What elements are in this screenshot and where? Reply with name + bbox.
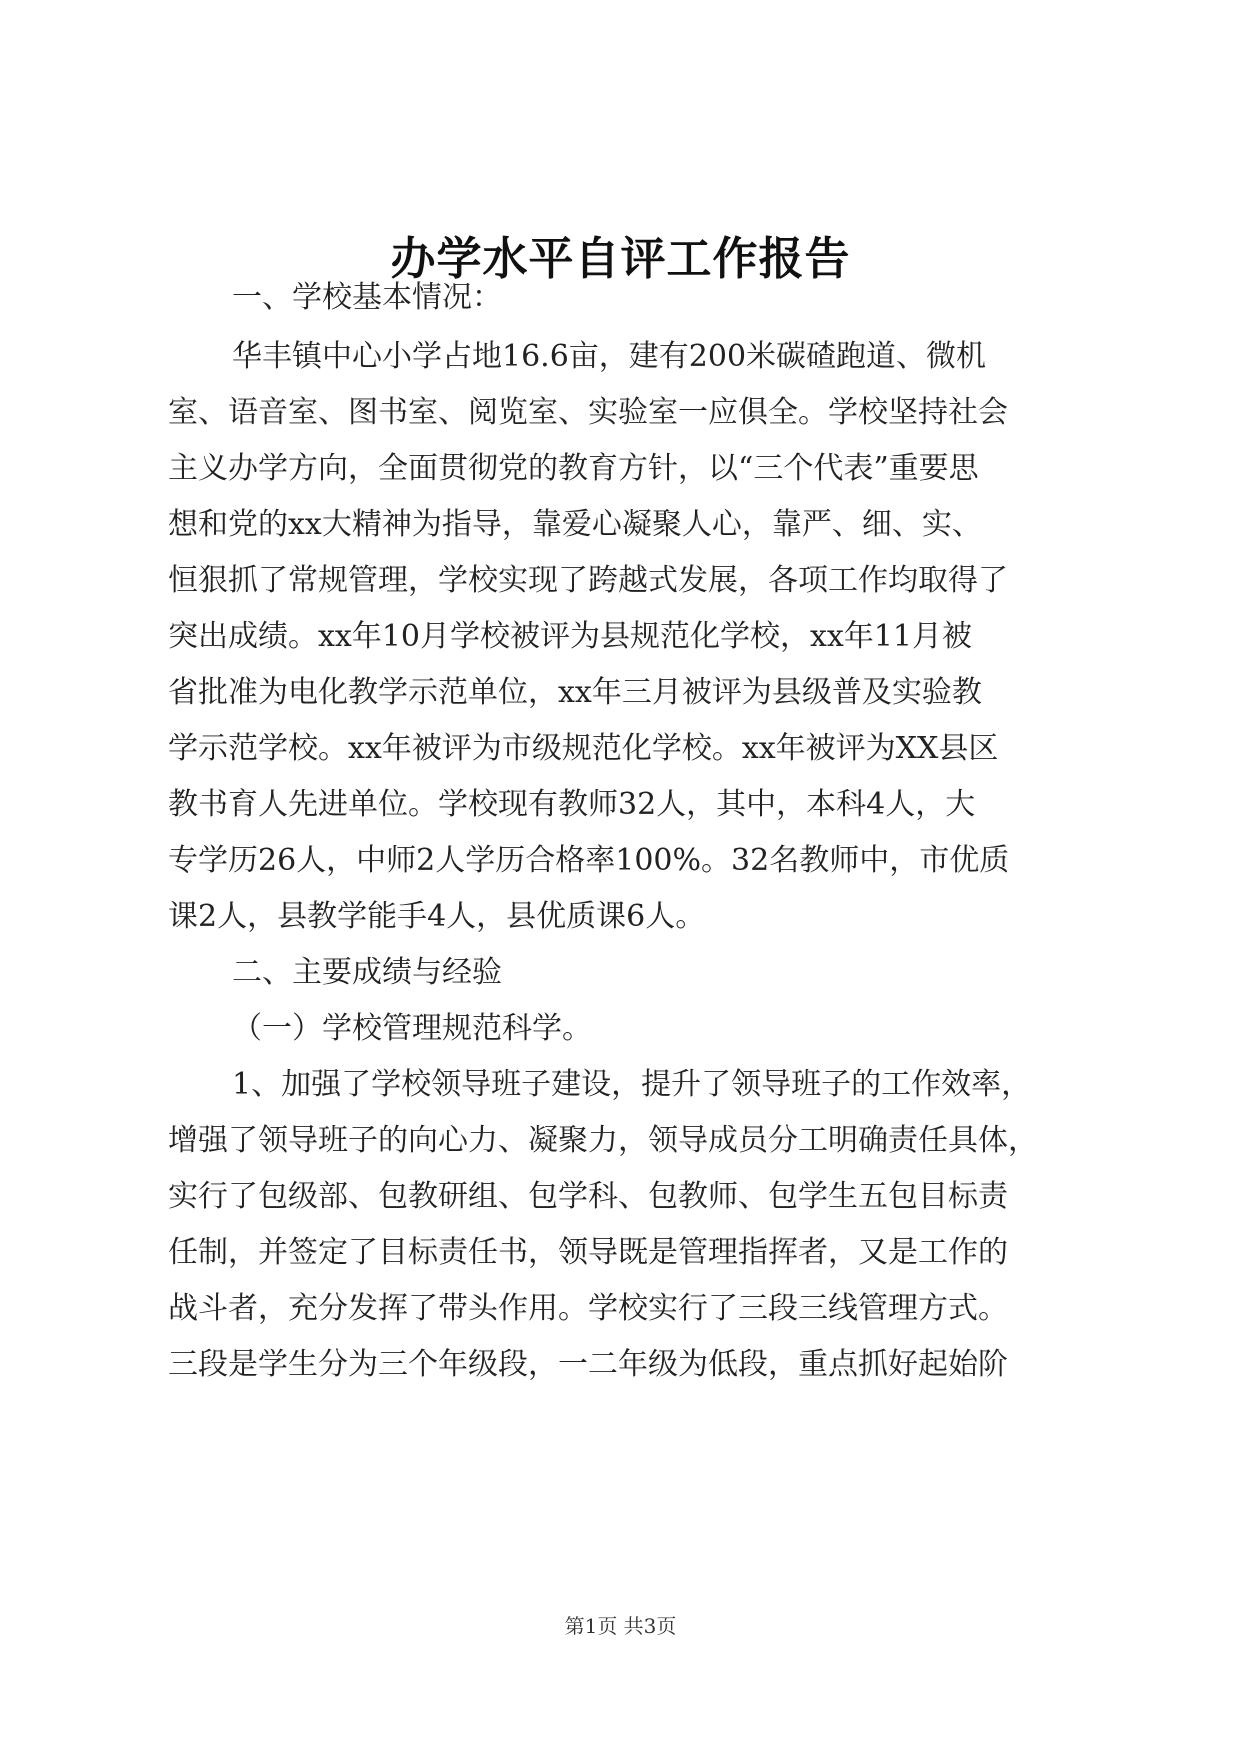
paragraph-line: 三段是学生分为三个年级段，一二年级为低段，重点抓好起始阶	[168, 1347, 1008, 1382]
paragraph-line: 省批准为电化教学示范单位，xx年三月被评为县级普及实验教	[168, 675, 982, 710]
paragraph-line: 恒狠抓了常规管理，学校实现了跨越式发展，各项工作均取得了	[168, 563, 1008, 598]
paragraph-line: 突出成绩。xx年10月学校被评为县规范化学校，xx年11月被	[168, 619, 973, 654]
paragraph-line: 华丰镇中心小学占地16.6亩，建有200米碳碴跑道、微机	[232, 339, 987, 374]
section-heading-2: 二、主要成绩与经验	[232, 955, 502, 990]
document-title: 办学水平自评工作报告	[390, 232, 851, 285]
paragraph-line: 主义办学方向，全面贯彻党的教育方针，以“三个代表”重要思	[168, 451, 979, 486]
paragraph-line: 教书育人先进单位。学校现有教师32人，其中，本科4人，大	[168, 787, 976, 822]
paragraph-line: 增强了领导班子的向心力、凝聚力，领导成员分工明确责任具体，	[168, 1123, 1038, 1158]
paragraph-line: 想和党的xx大精神为指导，靠爱心凝聚人心，靠严、细、实、	[168, 507, 982, 542]
paragraph-line: 课2人，县教学能手4人，县优质课6人。	[168, 899, 706, 934]
page-footer: 第1页 共3页	[564, 1614, 677, 1638]
section-heading-1: 一、学校基本情况：	[232, 280, 502, 315]
subsection-heading: （一）学校管理规范科学。	[232, 1011, 592, 1046]
paragraph-line: 学示范学校。xx年被评为市级规范化学校。xx年被评为XX县区	[168, 731, 999, 766]
paragraph-line: 战斗者，充分发挥了带头作用。学校实行了三段三线管理方式。	[168, 1291, 1008, 1326]
paragraph-line: 1、加强了学校领导班子建设，提升了领导班子的工作效率，	[232, 1067, 1032, 1102]
paragraph-line: 实行了包级部、包教研组、包学科、包教师、包学生五包目标责	[168, 1179, 1008, 1214]
paragraph-line: 专学历26人，中师2人学历合格率100%。32名教师中，市优质	[168, 843, 1010, 878]
paragraph-line: 室、语音室、图书室、阅览室、实验室一应俱全。学校坚持社会	[168, 395, 1008, 430]
paragraph-line: 任制，并签定了目标责任书，领导既是管理指挥者，又是工作的	[168, 1235, 1008, 1270]
